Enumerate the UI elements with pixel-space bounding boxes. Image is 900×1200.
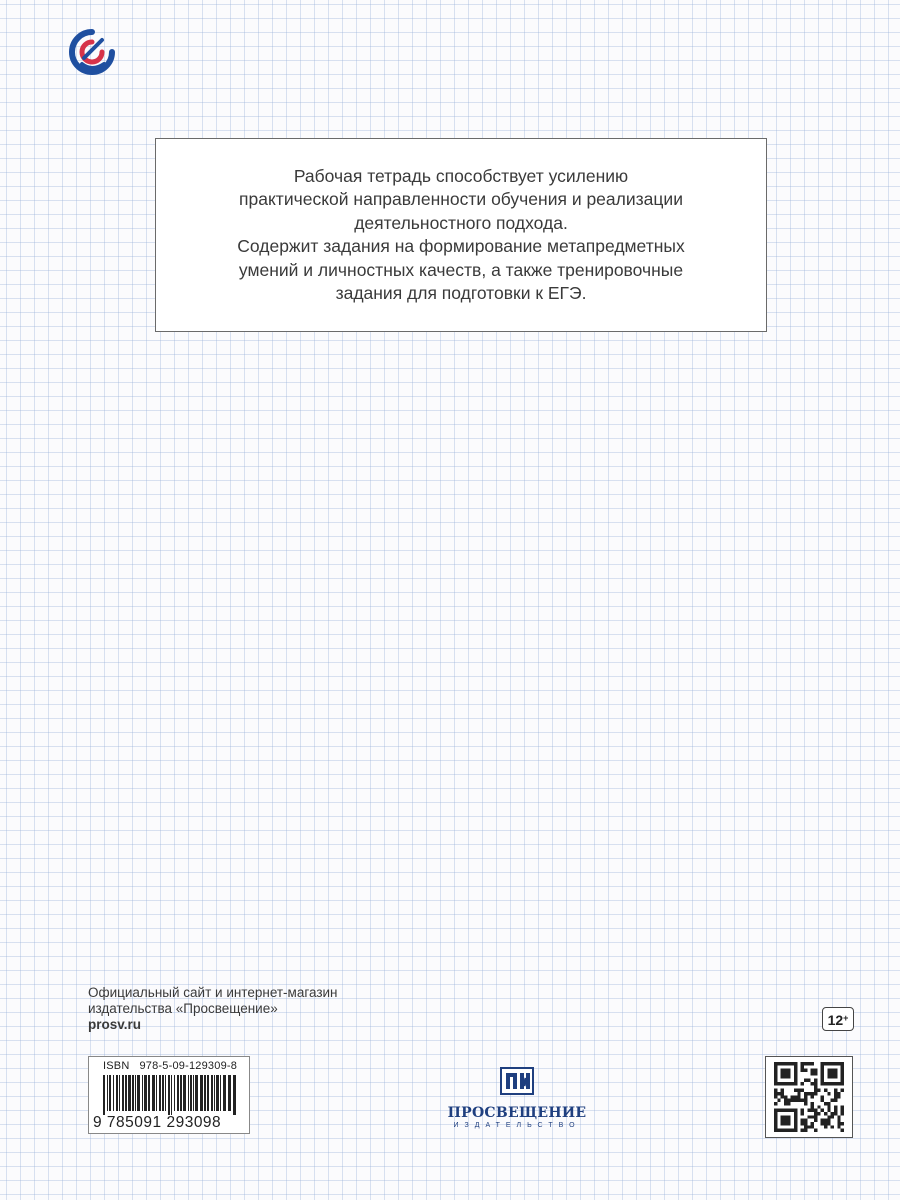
isbn-barcode bbox=[88, 1056, 250, 1134]
publisher-name: ПРОСВЕЩЕНИЕ bbox=[447, 1105, 587, 1121]
description-box bbox=[155, 138, 767, 332]
description-line: практической направленности обучения и реализации bbox=[239, 189, 683, 209]
publisher-subtitle: ИЗДАТЕЛЬСТВО bbox=[453, 1122, 581, 1129]
publisher-info bbox=[88, 985, 338, 1033]
barcode-digits: 9 785091 293098 bbox=[93, 1114, 222, 1131]
qr-code-icon bbox=[773, 1062, 845, 1132]
isbn-text bbox=[103, 1060, 237, 1072]
description-line: задания для подготовки к ЕГЭ. bbox=[335, 283, 587, 303]
description-line: Содержит задания на формирование метапредметных bbox=[237, 236, 685, 256]
barcode-bars-icon bbox=[103, 1075, 237, 1115]
isbn-label: ISBN bbox=[103, 1060, 130, 1072]
publisher-emblem-icon bbox=[500, 1066, 534, 1096]
age-rating-plus: + bbox=[843, 1013, 849, 1023]
description-line: деятельностного подхода. bbox=[354, 212, 568, 233]
series-logo-icon bbox=[68, 28, 116, 76]
publisher-site-link[interactable]: prosv.ru bbox=[88, 1017, 142, 1032]
qr-code bbox=[765, 1056, 853, 1138]
age-rating-badge bbox=[822, 1007, 854, 1031]
publisher-info-line: Официальный сайт и интернет-магазин bbox=[88, 985, 338, 1000]
isbn-number: 978-5-09-129309-8 bbox=[139, 1060, 238, 1072]
age-rating-value: 12 bbox=[827, 1012, 844, 1028]
publisher-info-line: издательства «Просвещение» bbox=[88, 1001, 278, 1016]
publisher-logo bbox=[442, 1066, 592, 1129]
description-line: Рабочая тетрадь способствует усилению bbox=[293, 165, 629, 186]
description-line: умений и личностных качеств, а также тренировочные bbox=[238, 259, 684, 280]
